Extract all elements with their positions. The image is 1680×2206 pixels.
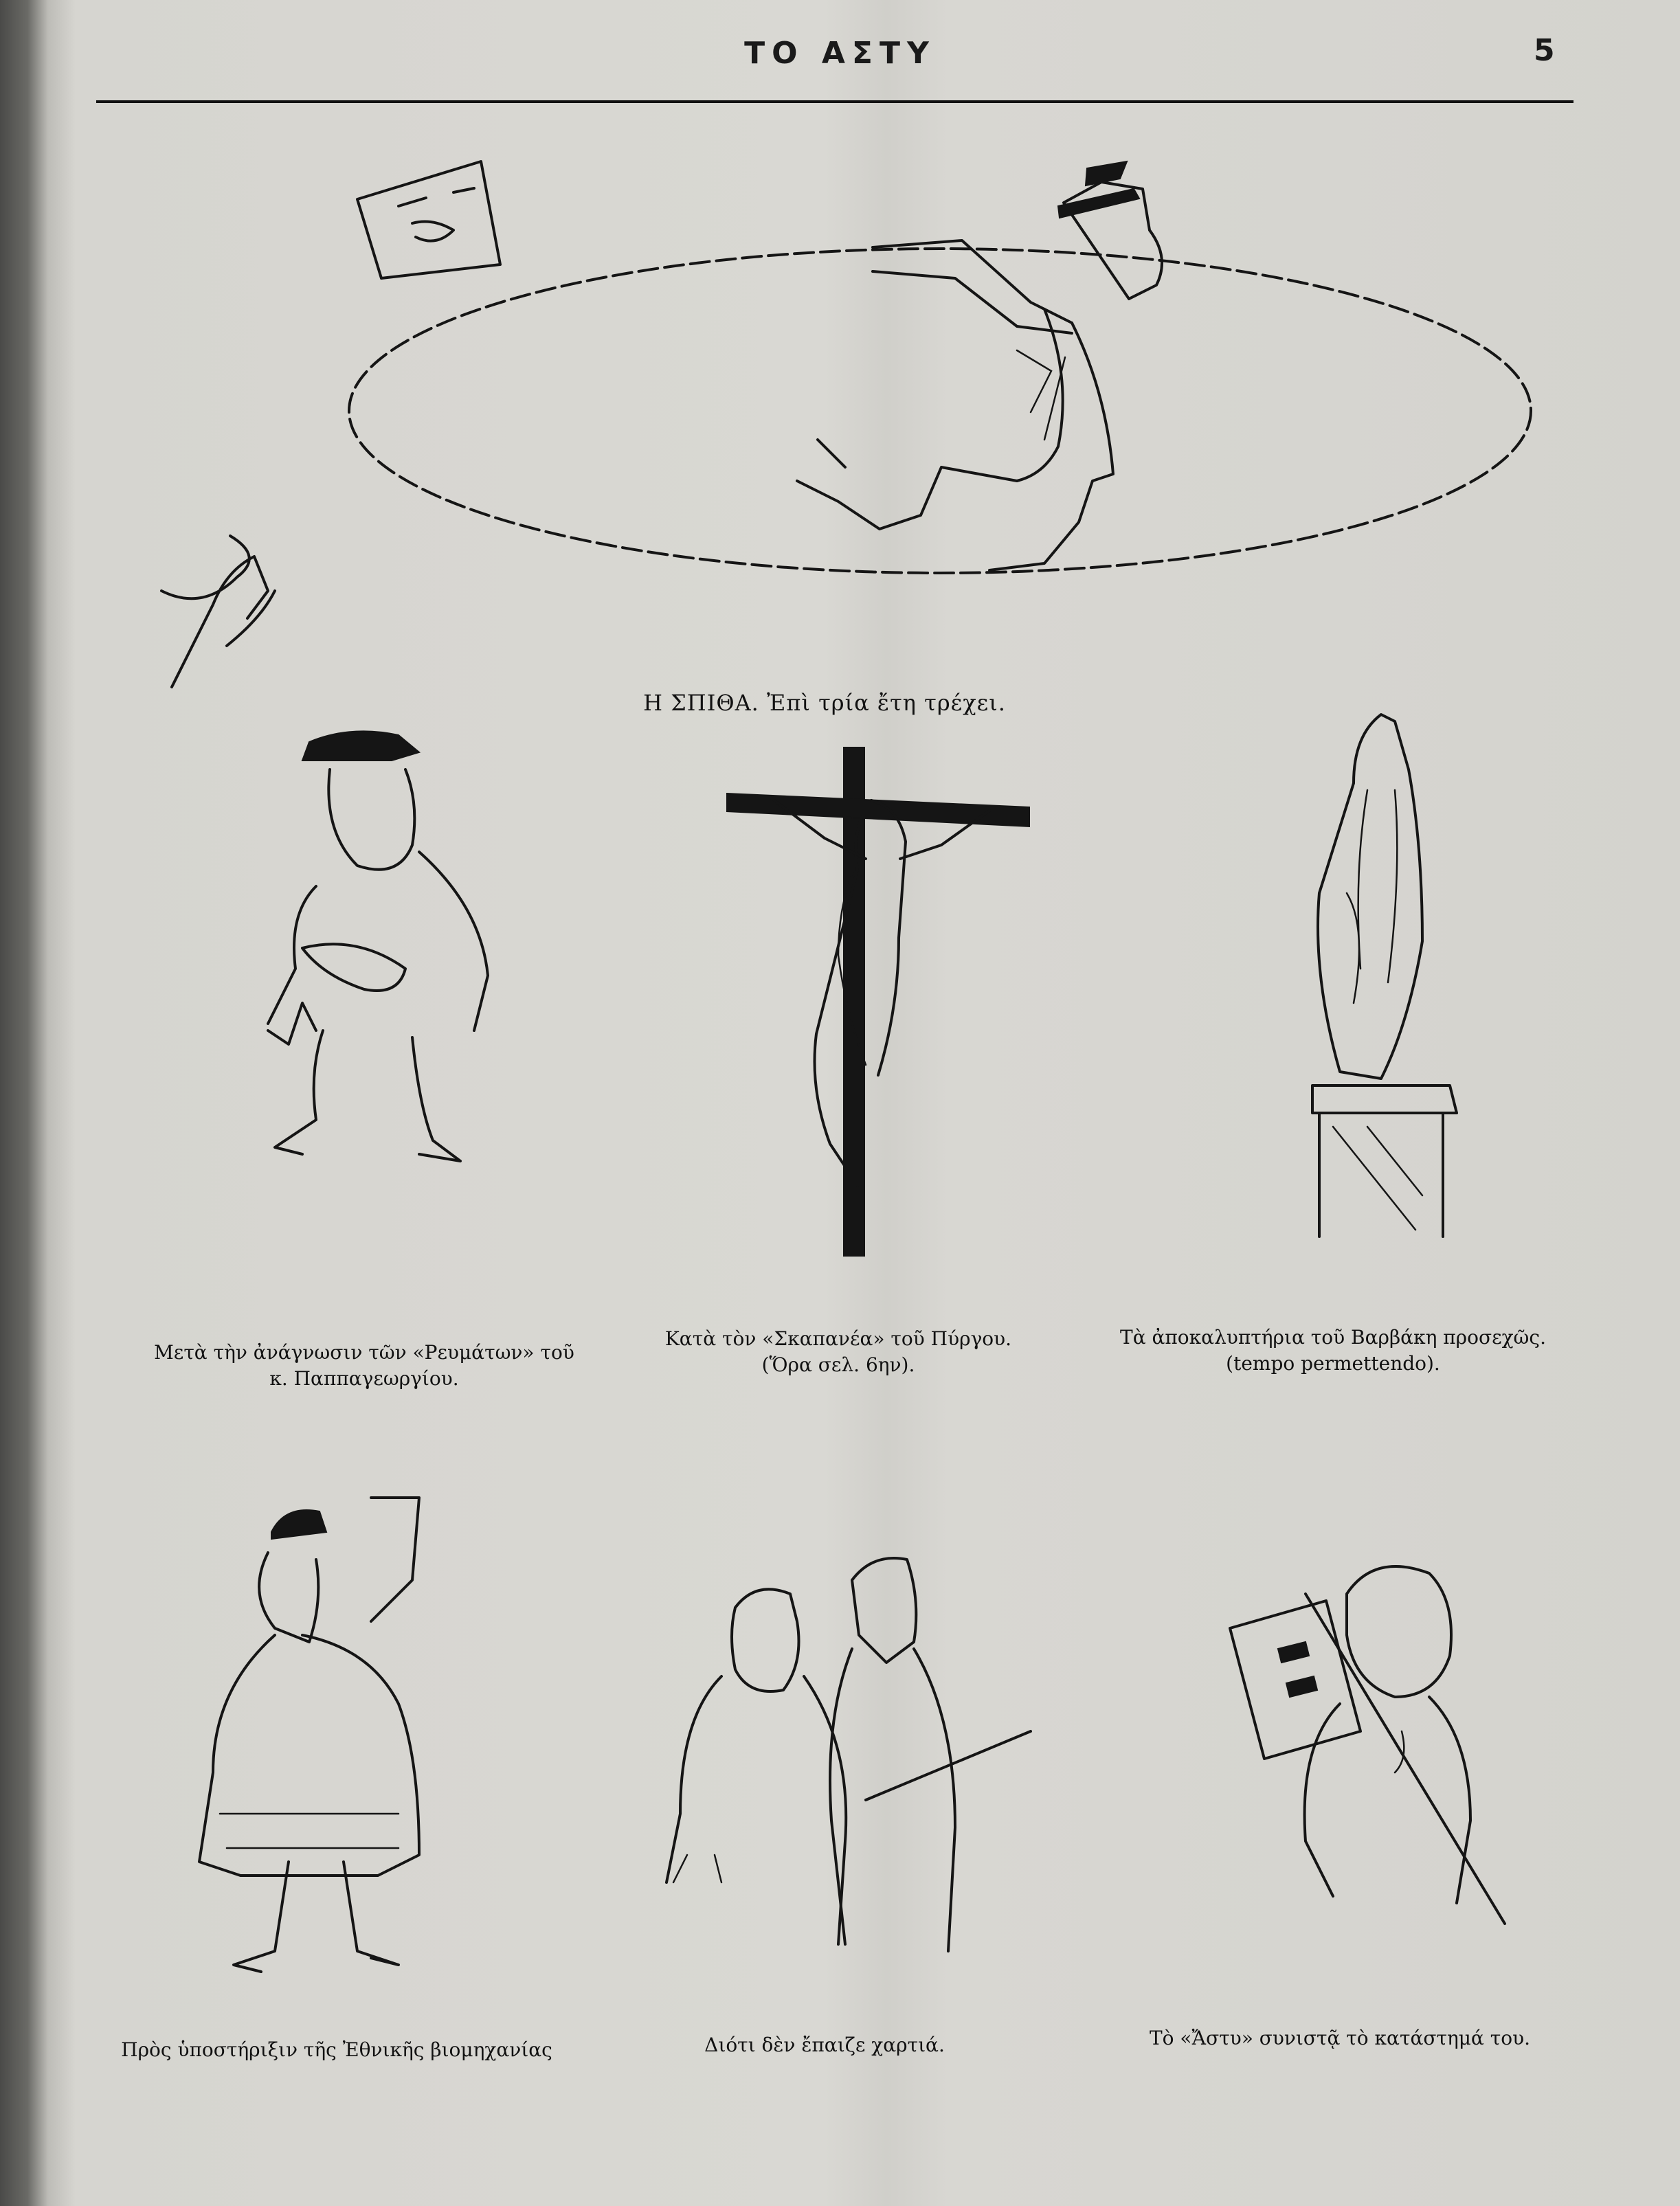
caption-chartia: Διότι δὲν ἔπαιζε χαρτιά. bbox=[704, 2034, 945, 2056]
caption-skapanea: Κατὰ τὸν «Σκαπανέα» τοῦ Πύργου. (Ὅρα σελ. 6ην). bbox=[664, 1327, 1012, 1376]
veiled-statue-figure bbox=[1312, 714, 1457, 1237]
crucifix-figure bbox=[727, 747, 1029, 1256]
bagpiper-figure bbox=[199, 1498, 419, 1972]
caption-varvaki: Τὰ ἀποκαλυπτήρια τοῦ Βαρβάκη προσεχῶς. (tempo permettendo). bbox=[1120, 1326, 1546, 1375]
page-number: 5 bbox=[1534, 33, 1555, 68]
signature-mark bbox=[161, 536, 275, 687]
caption-spitha: Η ΣΠΙΘΑ. Ἐπὶ τρία ἔτη τρέχει. bbox=[643, 690, 1006, 716]
spitha-cartoon bbox=[161, 161, 1531, 687]
lantern-sign-icon bbox=[357, 161, 500, 278]
man-with-sign-figure bbox=[1230, 1566, 1505, 1924]
man-with-hat-figure bbox=[268, 731, 488, 1161]
masthead-title: ΤΟ ΑΣΤΥ bbox=[744, 36, 936, 71]
two-men-figure bbox=[667, 1558, 1031, 1951]
caption-viomichanias: Πρὸς ὑποστήριξιν τῆς Ἐθνικῆς βιομηχανίας bbox=[121, 2038, 552, 2061]
caption-reumaton: Μετὰ τὴν ἀνάγνωσιν τῶν «Ρευμάτων» τοῦ κ. Παππαγεωργίου. bbox=[154, 1341, 574, 1390]
running-man-figure bbox=[797, 161, 1162, 570]
caption-astu: Τὸ «Ἄστυ» συνιστᾷ τὸ κατάστημά του. bbox=[1149, 2027, 1531, 2049]
